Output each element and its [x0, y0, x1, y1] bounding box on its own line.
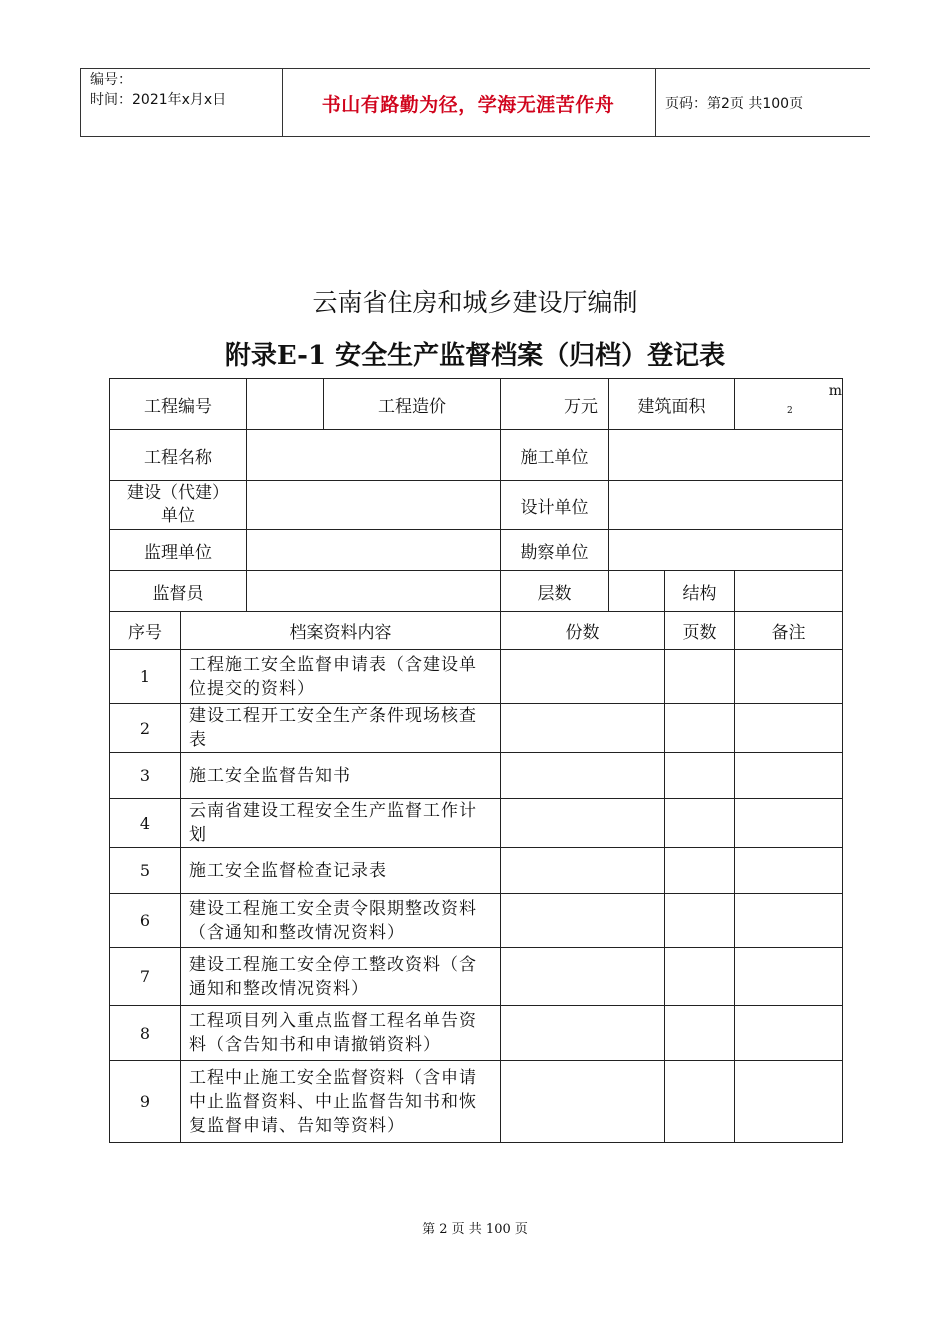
content-header: 档案资料内容: [181, 612, 501, 650]
info-row: [110, 481, 843, 530]
construction-unit-value[interactable]: [609, 430, 843, 481]
project-no-label: 工程编号: [110, 379, 247, 430]
item-content: 工程项目列入重点监督工程名单告资料（含告知书和申请撤销资料）: [181, 1006, 501, 1061]
info-row: [110, 379, 843, 430]
floors-label: 层数: [501, 571, 609, 612]
info-row: [110, 571, 843, 612]
pages-cell[interactable]: [665, 1061, 735, 1143]
design-unit-value[interactable]: [609, 481, 843, 530]
register-table: [109, 378, 843, 1143]
pages-header: 页数: [665, 612, 735, 650]
pages-cell[interactable]: [665, 948, 735, 1006]
seq-header: 序号: [110, 612, 181, 650]
remarks-header: 备注: [735, 612, 843, 650]
supervision-unit-value[interactable]: [247, 530, 501, 571]
item-content: 建设工程开工安全生产条件现场核查表: [181, 704, 501, 753]
copies-cell[interactable]: [501, 848, 665, 894]
remarks-cell[interactable]: [735, 1006, 843, 1061]
remarks-cell[interactable]: [735, 1061, 843, 1143]
table-row: [110, 948, 843, 1006]
item-number: 1: [110, 650, 181, 704]
remarks-cell[interactable]: [735, 650, 843, 704]
item-content: 施工安全监督检查记录表: [181, 848, 501, 894]
form-title: 附录E-1 安全生产监督档案（归档）登记表: [224, 341, 726, 371]
project-name-value[interactable]: [247, 430, 501, 481]
item-number: 4: [110, 799, 181, 848]
inspector-value[interactable]: [247, 571, 501, 612]
table-row: [110, 1061, 843, 1143]
info-row: [110, 530, 843, 571]
project-no-value[interactable]: [247, 379, 324, 430]
remarks-cell[interactable]: [735, 894, 843, 948]
project-name-label: 工程名称: [110, 430, 247, 481]
column-header-row: [110, 612, 843, 650]
table-row: [110, 799, 843, 848]
copies-cell[interactable]: [501, 799, 665, 848]
structure-value[interactable]: [735, 571, 843, 612]
item-content: 工程施工安全监督申请表（含建设单位提交的资料）: [181, 650, 501, 704]
item-content: 建设工程施工安全停工整改资料（含通知和整改情况资料）: [181, 948, 501, 1006]
structure-label: 结构: [665, 571, 735, 612]
copies-cell[interactable]: [501, 753, 665, 799]
motto-text: 书山有路勤为径，学海无涯苦作舟: [321, 94, 615, 116]
remarks-cell[interactable]: [735, 704, 843, 753]
header-divider: [655, 68, 656, 136]
item-number: 5: [110, 848, 181, 894]
supervision-unit-label: 监理单位: [110, 530, 247, 571]
copies-cell[interactable]: [501, 894, 665, 948]
header-top-rule: [80, 68, 870, 69]
developer-value[interactable]: [247, 481, 501, 530]
table-row: [110, 894, 843, 948]
pages-cell[interactable]: [665, 753, 735, 799]
cost-unit-label: 万元: [501, 379, 609, 430]
pages-cell[interactable]: [665, 650, 735, 704]
pages-cell[interactable]: [665, 1006, 735, 1061]
remarks-cell[interactable]: [735, 753, 843, 799]
item-content: 建设工程施工安全责令限期整改资料（含通知和整改情况资料）: [181, 894, 501, 948]
code-label: 编号：: [90, 72, 132, 88]
header-bottom-rule: [80, 136, 870, 137]
pages-cell[interactable]: [665, 704, 735, 753]
copies-header: 份数: [501, 612, 665, 650]
remarks-cell[interactable]: [735, 799, 843, 848]
header-meta: [90, 70, 226, 110]
copies-cell[interactable]: [501, 704, 665, 753]
project-cost-label: 工程造价: [324, 379, 501, 430]
item-number: 7: [110, 948, 181, 1006]
item-number: 9: [110, 1061, 181, 1143]
footer-page-number: 第 2 页 共 100 页: [422, 1222, 528, 1237]
building-area-label: 建筑面积: [609, 379, 735, 430]
pages-cell[interactable]: [665, 894, 735, 948]
survey-unit-label: 勘察单位: [501, 530, 609, 571]
header-page-number: 页码：第2页 共100页: [665, 96, 804, 112]
time-label: 时间：2021年x月x日: [90, 92, 227, 108]
pages-cell[interactable]: [665, 799, 735, 848]
table-row: [110, 704, 843, 753]
item-number: 2: [110, 704, 181, 753]
remarks-cell[interactable]: [735, 948, 843, 1006]
survey-unit-value[interactable]: [609, 530, 843, 571]
item-number: 8: [110, 1006, 181, 1061]
info-row: [110, 430, 843, 481]
item-content: 工程中止施工安全监督资料（含申请中止监督资料、中止监督告知书和恢复监督申请、告知等资料）: [181, 1061, 501, 1143]
item-content: 施工安全监督告知书: [181, 753, 501, 799]
construction-unit-label: 施工单位: [501, 430, 609, 481]
item-content: 云南省建设工程安全生产监督工作计划: [181, 799, 501, 848]
copies-cell[interactable]: [501, 948, 665, 1006]
remarks-cell[interactable]: [735, 848, 843, 894]
item-number: 6: [110, 894, 181, 948]
floors-value[interactable]: [609, 571, 665, 612]
inspector-label: 监督员: [110, 571, 247, 612]
developer-label: 建设（代建）单位: [110, 481, 247, 530]
copies-cell[interactable]: [501, 1061, 665, 1143]
pages-cell[interactable]: [665, 848, 735, 894]
table-row: [110, 753, 843, 799]
item-number: 3: [110, 753, 181, 799]
copies-cell[interactable]: [501, 650, 665, 704]
building-area-value[interactable]: [735, 379, 843, 430]
area-unit-exponent: 2: [787, 406, 793, 416]
table-row: [110, 650, 843, 704]
area-unit-m: m: [828, 383, 842, 399]
header-divider: [80, 68, 81, 136]
issuer-title: 云南省住房和城乡建设厅编制: [312, 288, 638, 317]
design-unit-label: 设计单位: [501, 481, 609, 530]
table-row: [110, 848, 843, 894]
table-row: [110, 1006, 843, 1061]
copies-cell[interactable]: [501, 1006, 665, 1061]
